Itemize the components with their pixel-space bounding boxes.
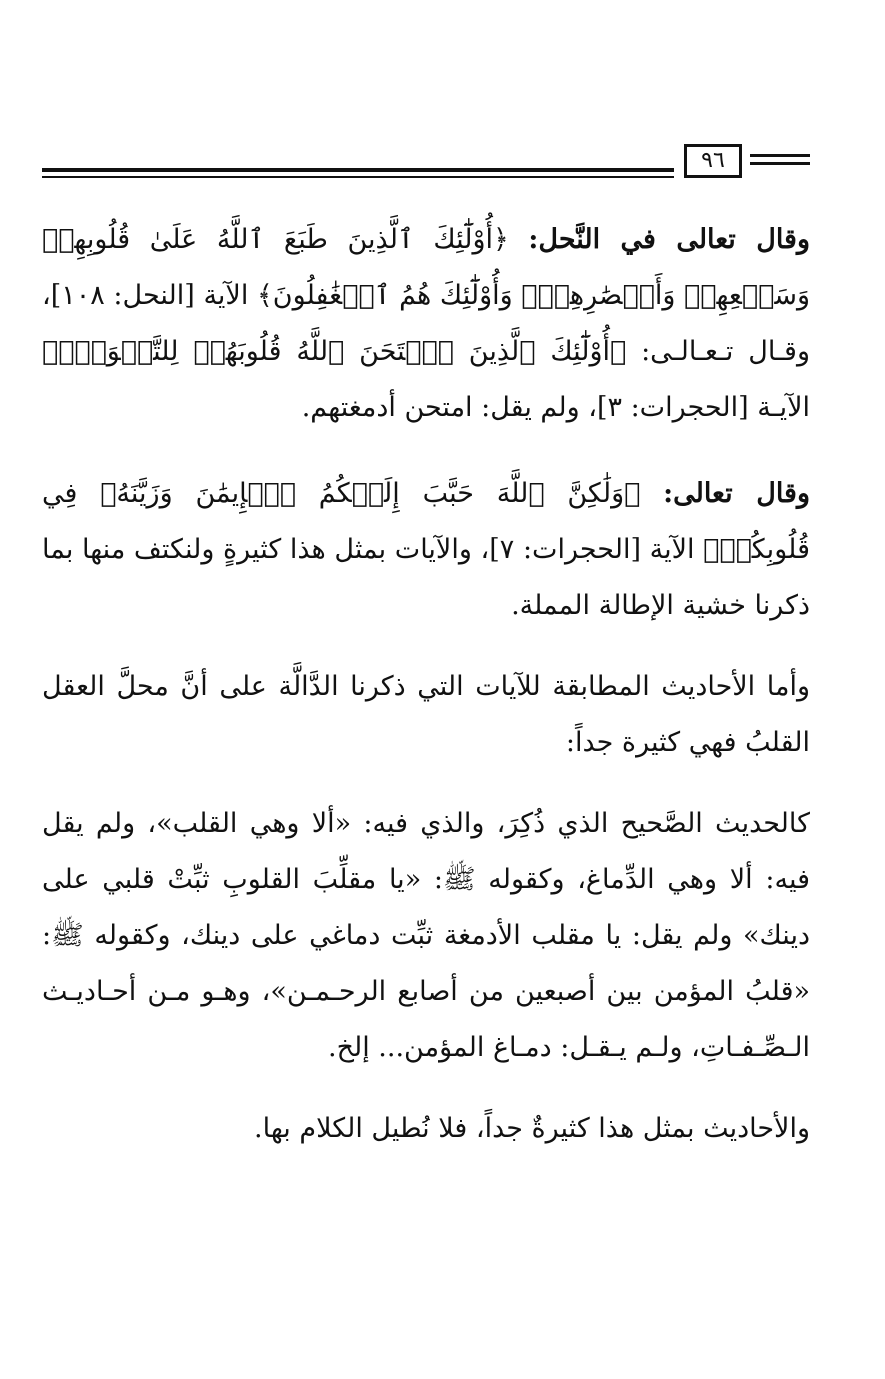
page-number: ٩٦ — [684, 144, 742, 178]
body-text — [42, 212, 810, 1182]
paragraph-lead: وقال تعالى: — [663, 478, 811, 509]
paragraph-text: ﴿وَلَٰكِنَّ ٱللَّهَ حَبَّبَ إِلَيۡكُمُ ٱلۡإِيمَٰنَ وَزَيَّنَهُۥ فِي قُلُوبِكُمۡ﴾ الآية [الحجرات: ٧]، والآيات بمثل هذا كثيرةٍ ولنكتف منها بما ذكرنا خشية الإطالة المملة. — [42, 478, 810, 621]
paragraph-3 — [42, 659, 810, 771]
paragraph-4 — [42, 796, 810, 1076]
paragraph-2 — [42, 466, 810, 634]
paragraph-lead: وقال تعالى في النَّحل: — [528, 224, 810, 255]
header-rule-thin — [42, 176, 674, 178]
header-rule-short-bottom — [750, 162, 810, 165]
paragraph-text: وأما الأحاديث المطابقة للآيات التي ذكرنا الدَّالَّة على أنَّ محلَّ العقل القلبُ فهي كثيرة جداً: — [42, 671, 810, 758]
paragraph-1 — [42, 212, 810, 436]
header-rule-thick — [42, 168, 674, 172]
page-header — [42, 140, 812, 186]
paragraph-text: كالحديث الصَّحيح الذي ذُكِرَ، والذي فيه: «ألا وهي القلب»، ولم يقل فيه: ألا وهي الدِّماغ، وكقوله ﷺ: «يا مقلِّبَ القلوبِ ثبِّتْ قلبي على دينك» ولم يقل: يا مقلب الأدمغة ثبِّت دماغي على دينك، وكقوله ﷺ: «قلبُ المؤمن بين أصبعين من أصابع الرحـمـن»، وهـو مـن أحـاديـث الـصِّـفـاتِ، ولـم يـقـل: دمـاغ المؤمن... إلخ. — [42, 808, 810, 1063]
header-rule-short-top — [750, 154, 810, 157]
paragraph-text: والأحاديث بمثل هذا كثيرةٌ جداً، فلا نُطيل الكلام بها. — [254, 1113, 810, 1144]
paragraph-text: ﴿أُوْلَٰٓئِكَ ٱلَّذِينَ طَبَعَ ٱللَّهُ عَلَىٰ قُلُوبِهِمۡ وَسَمۡعِهِمۡ وَأَبۡصَٰرِهِمۡۖ وَأُوْلَٰٓئِكَ هُمُ ٱلۡغَٰفِلُونَ﴾ الآية [النحل: ١٠٨]، وقـال تـعـالـى: ﴿أُوْلَٰٓئِكَ ٱلَّذِينَ ٱمۡتَحَنَ ٱللَّهُ قُلُوبَهُمۡ لِلتَّقۡوَىٰۚ﴾ الآيـة [الحجرات: ٣]، ولم يقل: امتحن أدمغتهم. — [42, 224, 810, 423]
paragraph-5 — [42, 1101, 810, 1157]
